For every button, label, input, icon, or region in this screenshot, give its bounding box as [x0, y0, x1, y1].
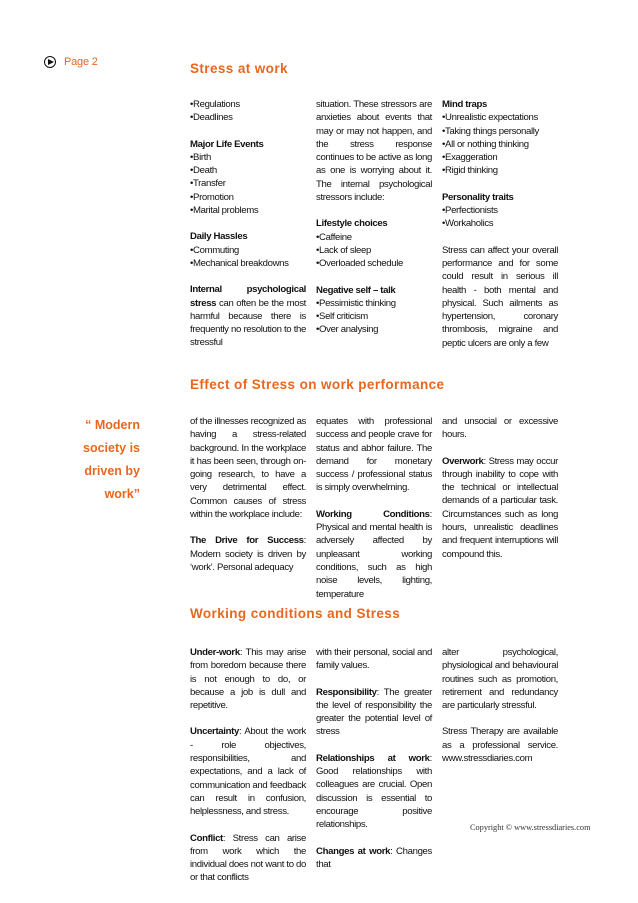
heading-responsibility: Responsibility [316, 686, 377, 698]
list-item: • Workaholics [442, 217, 558, 230]
list-item: • Mechanical breakdowns [190, 257, 306, 270]
heading-conflict: Conflict [190, 832, 223, 844]
bullet-list-major-life-events [190, 151, 306, 217]
heading-changes-at-work: Changes at work [316, 845, 391, 857]
paragraph-under-work [190, 646, 306, 712]
paragraph-changes [316, 845, 432, 872]
pull-quote: “ Modern society is driven by work” [83, 418, 140, 501]
bullet-list-lifestyle [316, 231, 432, 271]
list-item: • Exaggeration [442, 151, 558, 164]
list-item: • Perfectionists [442, 204, 558, 217]
list-item: • Transfer [190, 177, 306, 190]
column-3 [442, 646, 558, 898]
play-circle-icon [44, 56, 56, 68]
list-item: • Birth [190, 151, 306, 164]
column-3 [442, 415, 558, 614]
heading-internal-stress: Internal psychological stress [190, 284, 306, 309]
list-item: • All or nothing thinking [442, 138, 558, 151]
heading-lifestyle-choices: Lifestyle choices [316, 218, 388, 230]
list-item: • Caffeine [316, 231, 432, 244]
section-working-conditions [190, 646, 558, 898]
paragraph-illnesses: of the illnesses recognized as having a stress-related background. In the workplace it has been seen, through on-going research, to have a very detrimental effect. Common causes of stress within the workplace include: [190, 416, 306, 521]
heading-negative-self-talk: Negative self – talk [316, 284, 396, 296]
column-2 [316, 415, 432, 614]
bullet-list-mind-traps [442, 111, 558, 177]
paragraph-conflict [190, 832, 306, 885]
list-item: • Pessimistic thinking [316, 297, 432, 310]
section-effect-of-stress [190, 415, 558, 614]
section-title-stress-at-work: Stress at work [190, 61, 288, 76]
paragraph-drive-for-success [190, 534, 306, 574]
column-1 [190, 98, 306, 363]
paragraph-text: can often be the most harmful because there is frequently no resolution to the stressful [190, 297, 306, 349]
page-marker [44, 56, 98, 68]
paragraph-stress-therapy: Stress Therapy are available as a professional service. www.stressdiaries.com [442, 726, 558, 765]
heading-mind-traps: Mind traps [442, 99, 488, 110]
list-item: • Taking things personally [442, 125, 558, 138]
paragraph-responsibility [316, 686, 432, 739]
heading-working-conditions: Working Conditions [316, 508, 430, 520]
bullet-list-regulations [190, 98, 306, 125]
column-2 [316, 646, 432, 898]
copyright-notice: Copyright © www.stressdiaries.com [470, 823, 591, 832]
paragraph-text: : Good relationships with colleagues are crucial. Open discussion is essential to encourage positive relationships. [316, 752, 432, 831]
bullet-list-negative [316, 297, 432, 337]
paragraph-hours: and unsocial or excessive hours. [442, 416, 558, 441]
column-3 [442, 98, 558, 363]
bullet-list-personality [442, 204, 558, 231]
heading-uncertainty: Uncertainty [190, 726, 239, 738]
list-item: • Over analysing [316, 323, 432, 336]
column-1 [190, 415, 306, 614]
paragraph-text: : About the work - role objectives, responsibilities, and expectations, and a lack of communication and feedback can result in confusion, helplessness, and stress. [190, 726, 306, 818]
list-item: • Death [190, 164, 306, 177]
list-item: • Promotion [190, 191, 306, 204]
list-item: • Unrealistic expectations [442, 111, 558, 124]
column-1 [190, 646, 306, 898]
paragraph-text: : This may arise from boredom because there is not enough to do, or because a job is dull and repetitive. [190, 647, 306, 712]
section-title-effect-of-stress: Effect of Stress on work performance [190, 377, 445, 392]
heading-daily-hassles: Daily Hassles [190, 231, 248, 243]
heading-overwork: Overwork [442, 455, 484, 467]
list-item: • Marital problems [190, 204, 306, 217]
heading-under-work: Under-work [190, 647, 240, 658]
page-label: Page 2 [64, 56, 98, 68]
paragraph-text: : Stress can arise from work which the individual does not want to do or that conflicts [190, 832, 306, 884]
paragraph-text: : Modern society is driven by ‘work’. Personal adequacy [190, 535, 306, 573]
paragraph-text: : Changes that [316, 845, 432, 870]
paragraph-text: : Physical and mental health is adversely affected by unpleasant working conditions, such as high noise levels, lighting, temperature [316, 508, 432, 600]
list-item: • Self criticism [316, 310, 432, 323]
bullet-list-daily-hassles [190, 244, 306, 271]
section-stress-at-work [190, 98, 558, 363]
paragraph-text: : The greater the level of responsibility the greater the potential level of stress [316, 686, 432, 738]
column-2 [316, 98, 432, 363]
paragraph-routines: alter psychological, physiological and behavioural routines such as promotion, retirement and redundancy are particularly stressful. [442, 647, 558, 712]
paragraph-status: equates with professional success and people crave for status and abhor failure. The demand for monetary success / professional status is simply overwhelming. [316, 416, 432, 494]
list-item: • Commuting [190, 244, 306, 257]
paragraph-relationships [316, 752, 432, 832]
list-item: • Lack of sleep [316, 244, 432, 257]
heading-drive-for-success: The Drive for Success [190, 535, 304, 547]
paragraph-text: : Stress may occur through inability to cope with the technical or intellectual demands of a particular task. Circumstances such as long hours, unrealistic deadlines and frequent interruptions will compound this. [442, 455, 558, 560]
paragraph-uncertainty [190, 725, 306, 818]
paragraph-internal-stress [190, 283, 306, 349]
list-item: • Deadlines [190, 111, 306, 124]
paragraph-performance: Stress can affect your overall performance and for some could result in serious ill health - both mental and physical. Such ailments as hypertension, coronary thrombosis, migraine and peptic ulcers are only a few [442, 244, 558, 349]
heading-relationships: Relationships at work [316, 752, 430, 764]
section-title-working-conditions: Working conditions and Stress [190, 606, 401, 621]
heading-major-life-events: Major Life Events [190, 138, 264, 150]
paragraph-stressors: situation. These stressors are anxieties about events that may or may not happen, and the stress response continues to be active as long as one is worrying about it. The internal psychological stressors include: [316, 99, 432, 204]
list-item: • Rigid thinking [442, 164, 558, 177]
heading-personality-traits: Personality traits [442, 191, 514, 203]
paragraph-working-conditions [316, 508, 432, 601]
list-item: • Overloaded schedule [316, 257, 432, 270]
list-item: • Regulations [190, 98, 306, 111]
paragraph-overwork [442, 455, 558, 561]
paragraph-values: with their personal, social and family values. [316, 647, 432, 672]
